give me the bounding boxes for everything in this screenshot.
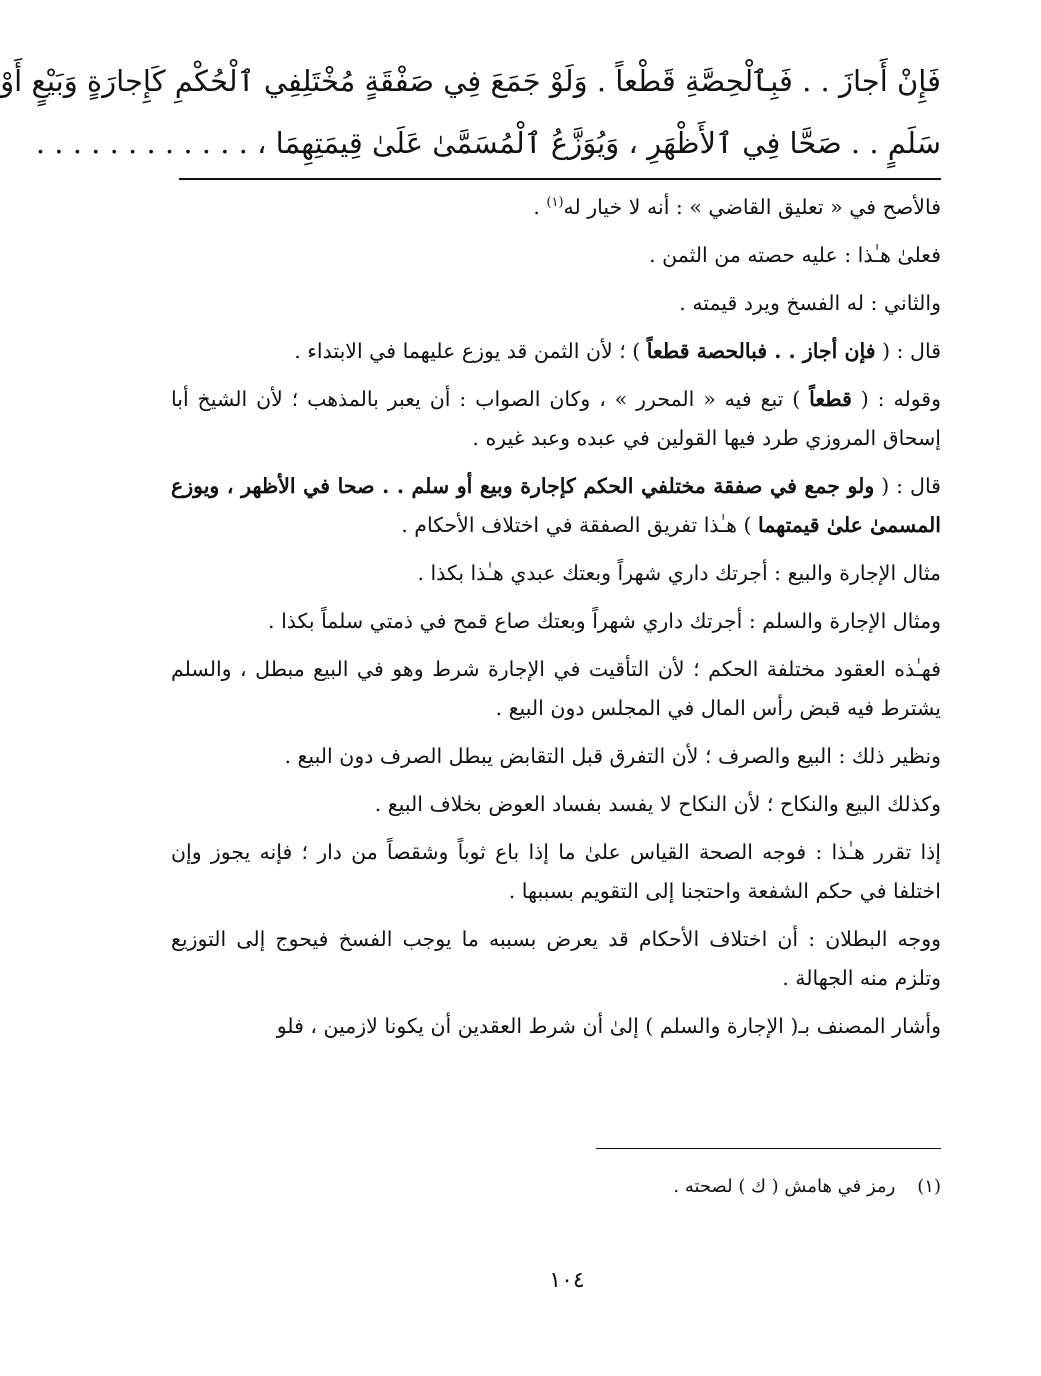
quoted-matn: ولو جمع في صفقة مختلفي الحكم كإجارة وبيع أو سلم . . صحا في الأظهر ، ويوزع المسمىٰ علىٰ قيمتهما bbox=[171, 474, 941, 537]
paragraph: وأشار المصنف بـ( الإجارة والسلم ) إلىٰ أن شرط العقدين أن يكونا لازمين ، فلو bbox=[276, 1014, 941, 1038]
quoted-matn: فإن أجاز . . فبالحصة قطعاً bbox=[646, 339, 876, 363]
separator-rule bbox=[179, 178, 941, 180]
footnote-rule bbox=[596, 1148, 941, 1149]
paragraph: إذا تقرر هـٰذا : فوجه الصحة القياس علىٰ ما إذا باع ثوباً وشقصاً من دار ؛ فإنه يجوز وإن اختلفا في حكم الشفعة واحتجنا إلى التقويم بسببها . bbox=[171, 840, 941, 903]
paragraph: قال : ( ولو جمع في صفقة مختلفي الحكم كإجارة وبيع أو سلم . . صحا في الأظهر ، ويوزع المسمىٰ علىٰ قيمتهما ) هـٰذا تفريق الصفقة في اختلاف الأحكام . bbox=[171, 474, 941, 537]
paragraph: فالأصح في « تعليق القاضي » : أنه لا خيار له$^{(١)}$ . bbox=[533, 195, 941, 219]
paragraph: قال : ( فإن أجاز . . فبالحصة قطعاً ) ؛ لأن الثمن قد يوزع عليهما في الابتداء . bbox=[294, 339, 941, 363]
footnote bbox=[171, 1172, 941, 1202]
paragraph: ووجه البطلان : أن اختلاف الأحكام قد يعرض بسببه ما يوجب الفسخ فيحوج إلى التوزيع وتلزم منه الجهالة . bbox=[171, 927, 941, 990]
paragraph: فهـٰذه العقود مختلفة الحكم ؛ لأن التأقيت في الإجارة شرط وهو في البيع مبطل ، والسلم يشترط فيه قبض رأس المال في المجلس دون البيع . bbox=[171, 657, 941, 720]
paragraph: ومثال الإجارة والسلم : أجرتك داري شهراً وبعتك صاع قمح في ذمتي سلماً بكذا . bbox=[268, 609, 941, 633]
paragraph: ونظير ذلك : البيع والصرف ؛ لأن التفرق قبل التقابض يبطل الصرف دون البيع . bbox=[284, 744, 941, 768]
paragraph: والثاني : له الفسخ ويرد قيمته . bbox=[679, 291, 941, 315]
paragraph: وكذلك البيع والنكاح ؛ لأن النكاح لا يفسد بفساد العوض بخلاف البيع . bbox=[374, 792, 941, 816]
matn-line: سَلَمٍ . . صَحَّا فِي ٱلأَظْهَرِ ، وَيُوَزَّعُ ٱلْمُسَمَّىٰ عَلَىٰ قِيمَتِهِمَا ، . . . . . . . . . . . . bbox=[35, 126, 941, 160]
footnote-marker: (١) bbox=[546, 195, 564, 211]
paragraph: وقوله : ( قطعاً ) تبع فيه « المحرر » ، وكان الصواب : أن يعبر بالمذهب ؛ لأن الشيخ أبا إسحاق المروزي طرد فيها القولين في عبده وعبد غيره . bbox=[171, 387, 941, 450]
paragraph: مثال الإجارة والبيع : أجرتك داري شهراً وبعتك عبدي هـٰذا بكذا . bbox=[417, 561, 941, 585]
commentary-text bbox=[171, 188, 941, 1055]
footnote-number: (١) bbox=[917, 1176, 941, 1197]
footnote-text: رمز في هامش ( ك ) لصحته . bbox=[673, 1176, 896, 1197]
quoted-matn: قطعاً bbox=[809, 387, 852, 411]
paragraph: فعلىٰ هـٰذا : عليه حصته من الثمن . bbox=[649, 243, 941, 267]
page-number: ١٠٤ bbox=[549, 1268, 585, 1293]
matn-line: فَإِنْ أَجازَ . . فَبِٱلْحِصَّةِ قَطْعاً . وَلَوْ جَمَعَ فِي صَفْقَةٍ مُخْتَلِفِي ٱلْحُكْمِ كَإِجارَةٍ وَبَيْعٍ أَوْ bbox=[0, 64, 941, 98]
matn-text bbox=[0, 50, 941, 174]
